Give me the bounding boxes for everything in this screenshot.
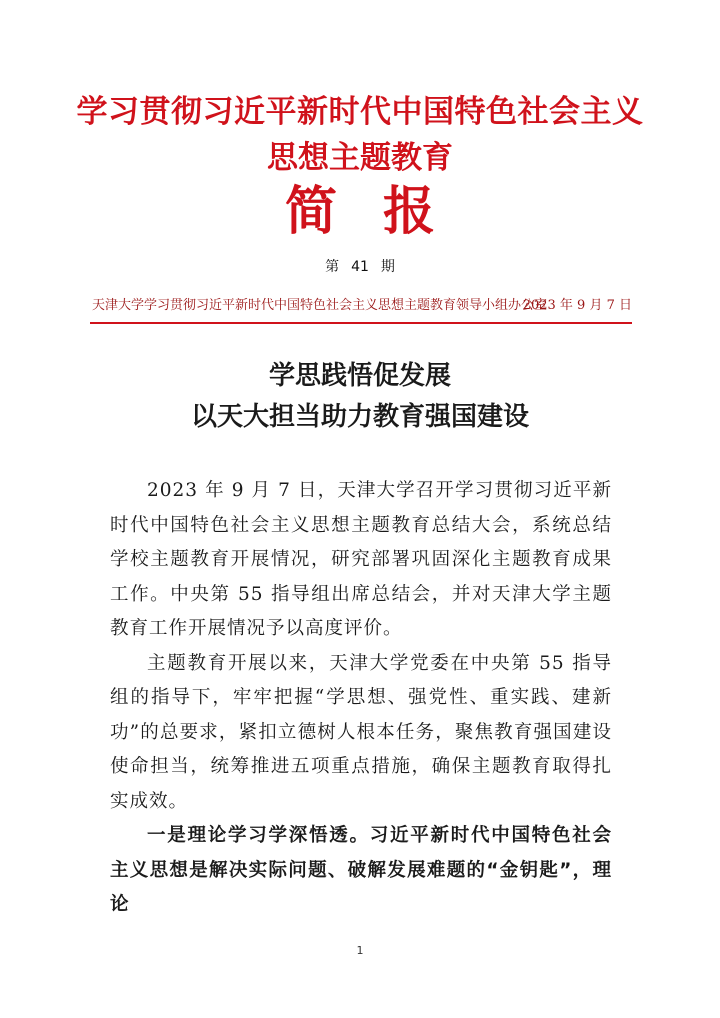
issue-value: 41 — [351, 259, 369, 275]
paragraph-2: 主题教育开展以来，天津大学党委在中央第 55 指导组的指导下，牢牢把握“学思想、强党性、重实践、建新功”的总要求，紧扣立德树人根本任务，聚焦教育强国建设使命担当，统筹推进五项重点措施，确保主题教育取得扎实成效。 — [110, 652, 612, 812]
paragraph-3-lead: 一是理论学习学深悟透。 — [147, 825, 370, 846]
article-title-line1: 学思践悟促发展 — [268, 361, 451, 391]
article-title-line2: 以天大担当助力教育强国建设 — [190, 402, 529, 432]
bulletin-meta — [92, 294, 632, 314]
issue-suffix: 期 — [380, 259, 395, 275]
article-body — [110, 474, 612, 923]
issue-prefix: 第 — [325, 259, 340, 275]
masthead-title-line1: 学习贯彻习近平新时代中国特色社会主义 — [76, 94, 644, 130]
bulletin-title: 简报 — [284, 182, 481, 242]
paragraph-3 — [110, 819, 612, 923]
paragraph-1: 2023 年 9 月 7 日，天津大学召开学习贯彻习近平新时代中国特色社会主义思想主题教育总结大会，系统总结学校主题教育开展情况，研究部署巩固深化主题教育成果工作。中央第 55 指导组出席总结会，并对天津大学主题教育工作开展情况予以高度评价。 — [110, 480, 612, 639]
red-divider — [90, 322, 632, 324]
issuing-office: 天津大学学习贯彻习近平新时代中国特色社会主义思想主题教育领导小组办公室 — [92, 298, 548, 313]
paragraph-3-text: 习近平新时代中国特色社会主义思想是解决实际问题、破解发展难题的“金钥匙”，理论 — [110, 825, 612, 915]
issue-number — [0, 256, 720, 276]
masthead-title-line2: 思想主题教育 — [267, 140, 453, 176]
page-number: 1 — [356, 944, 364, 957]
issue-date: 2023 年 9 月 7 日 — [522, 298, 632, 313]
